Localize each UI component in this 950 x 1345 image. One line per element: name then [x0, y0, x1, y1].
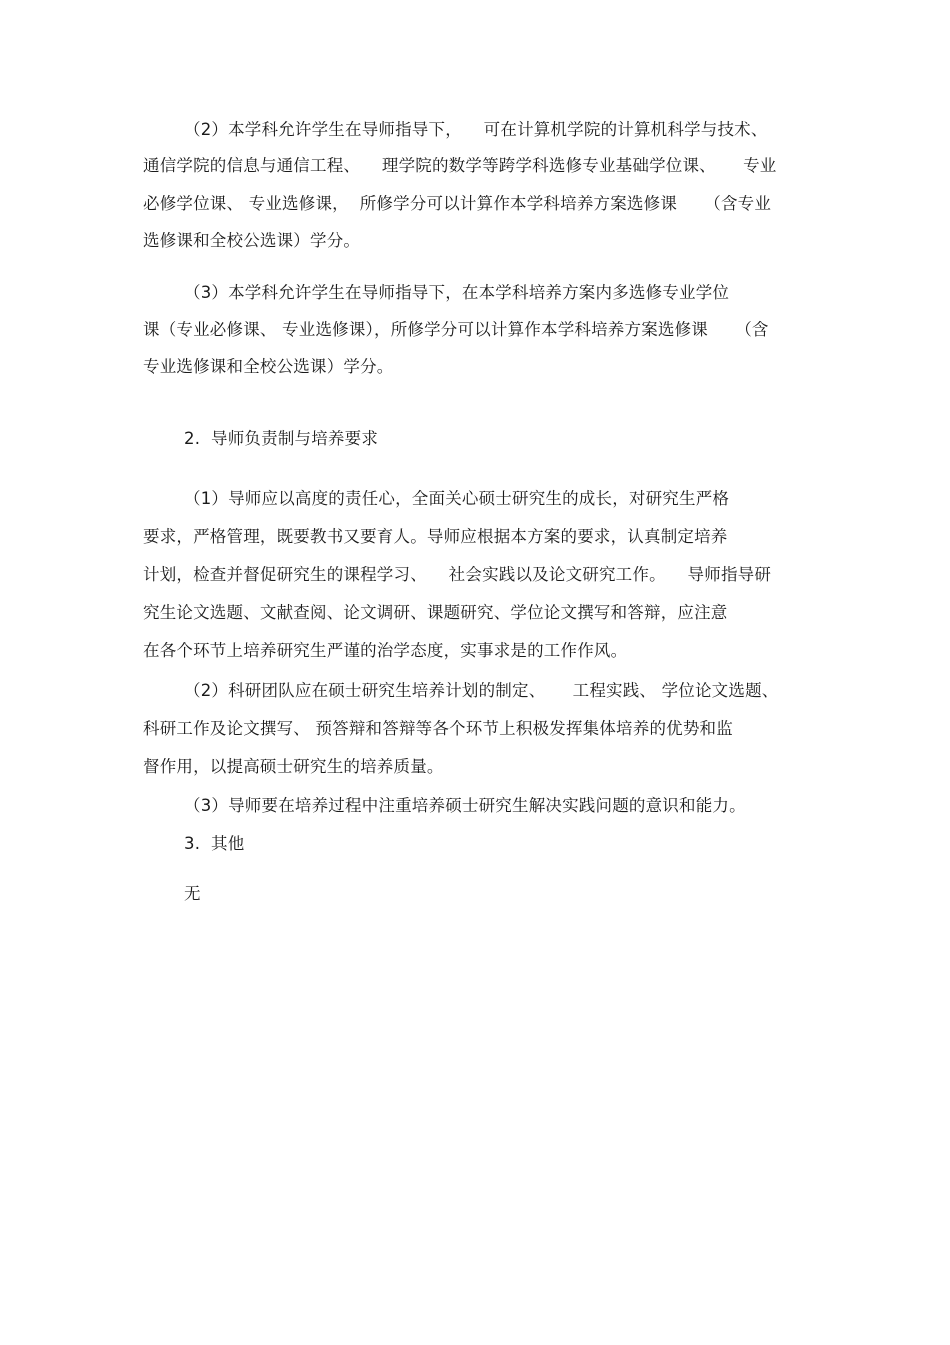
section-heading: 2. 导师负责制与培养要求	[184, 429, 379, 448]
paragraph-line: 专业选修课和全校公选课）学分。	[143, 357, 394, 376]
paragraph-line: 督作用，以提高硕士研究生的培养质量。	[143, 757, 444, 776]
paragraph-line: 无	[184, 884, 201, 903]
paragraph-line: 科研工作及论文撰写、 预答辩和答辩等各个环节上积极发挥集体培养的优势和监	[143, 719, 733, 738]
paragraph-line: （3）本学科允许学生在导师指导下，在本学科培养方案内多选修专业学位	[184, 283, 730, 302]
paragraph-line: 选修课和全校公选课）学分。	[143, 231, 361, 250]
paragraph-line: 在各个环节上培养研究生严谨的治学态度，实事求是的工作作风。	[143, 641, 628, 660]
section-heading: 3. 其他	[184, 834, 245, 853]
paragraph-line: 究生论文选题、文献查阅、论文调研、课题研究、学位论文撰写和答辩，应注意	[143, 603, 728, 622]
paragraph-line: （1）导师应以高度的责任心，全面关心硕士研究生的成长，对研究生严格	[184, 489, 730, 508]
paragraph-line: 要求，严格管理，既要教书又要育人。导师应根据本方案的要求，认真制定培养	[143, 527, 728, 546]
paragraph-line: （3）导师要在培养过程中注重培养硕士研究生解决实践问题的意识和能力。	[184, 796, 746, 815]
paragraph-line: 课（专业必修课、 专业选修课），所修学分可以计算作本学科培养方案选修课 （含	[143, 320, 769, 339]
paragraph-line: 通信学院的信息与通信工程、 理学院的数学等跨学科选修专业基础学位课、 专业	[143, 156, 777, 175]
paragraph-line: 计划，检查并督促研究生的课程学习、 社会实践以及论文研究工作。 导师指导研	[143, 565, 772, 584]
paragraph-line: （2）科研团队应在硕士研究生培养计划的制定、 工程实践、 学位论文选题、	[184, 681, 779, 700]
paragraph-line: （2）本学科允许学生在导师指导下， 可在计算机学院的计算机科学与技术、	[184, 120, 768, 139]
paragraph-line: 必修学位课、 专业选修课， 所修学分可以计算作本学科培养方案选修课 （含专业	[143, 194, 772, 213]
